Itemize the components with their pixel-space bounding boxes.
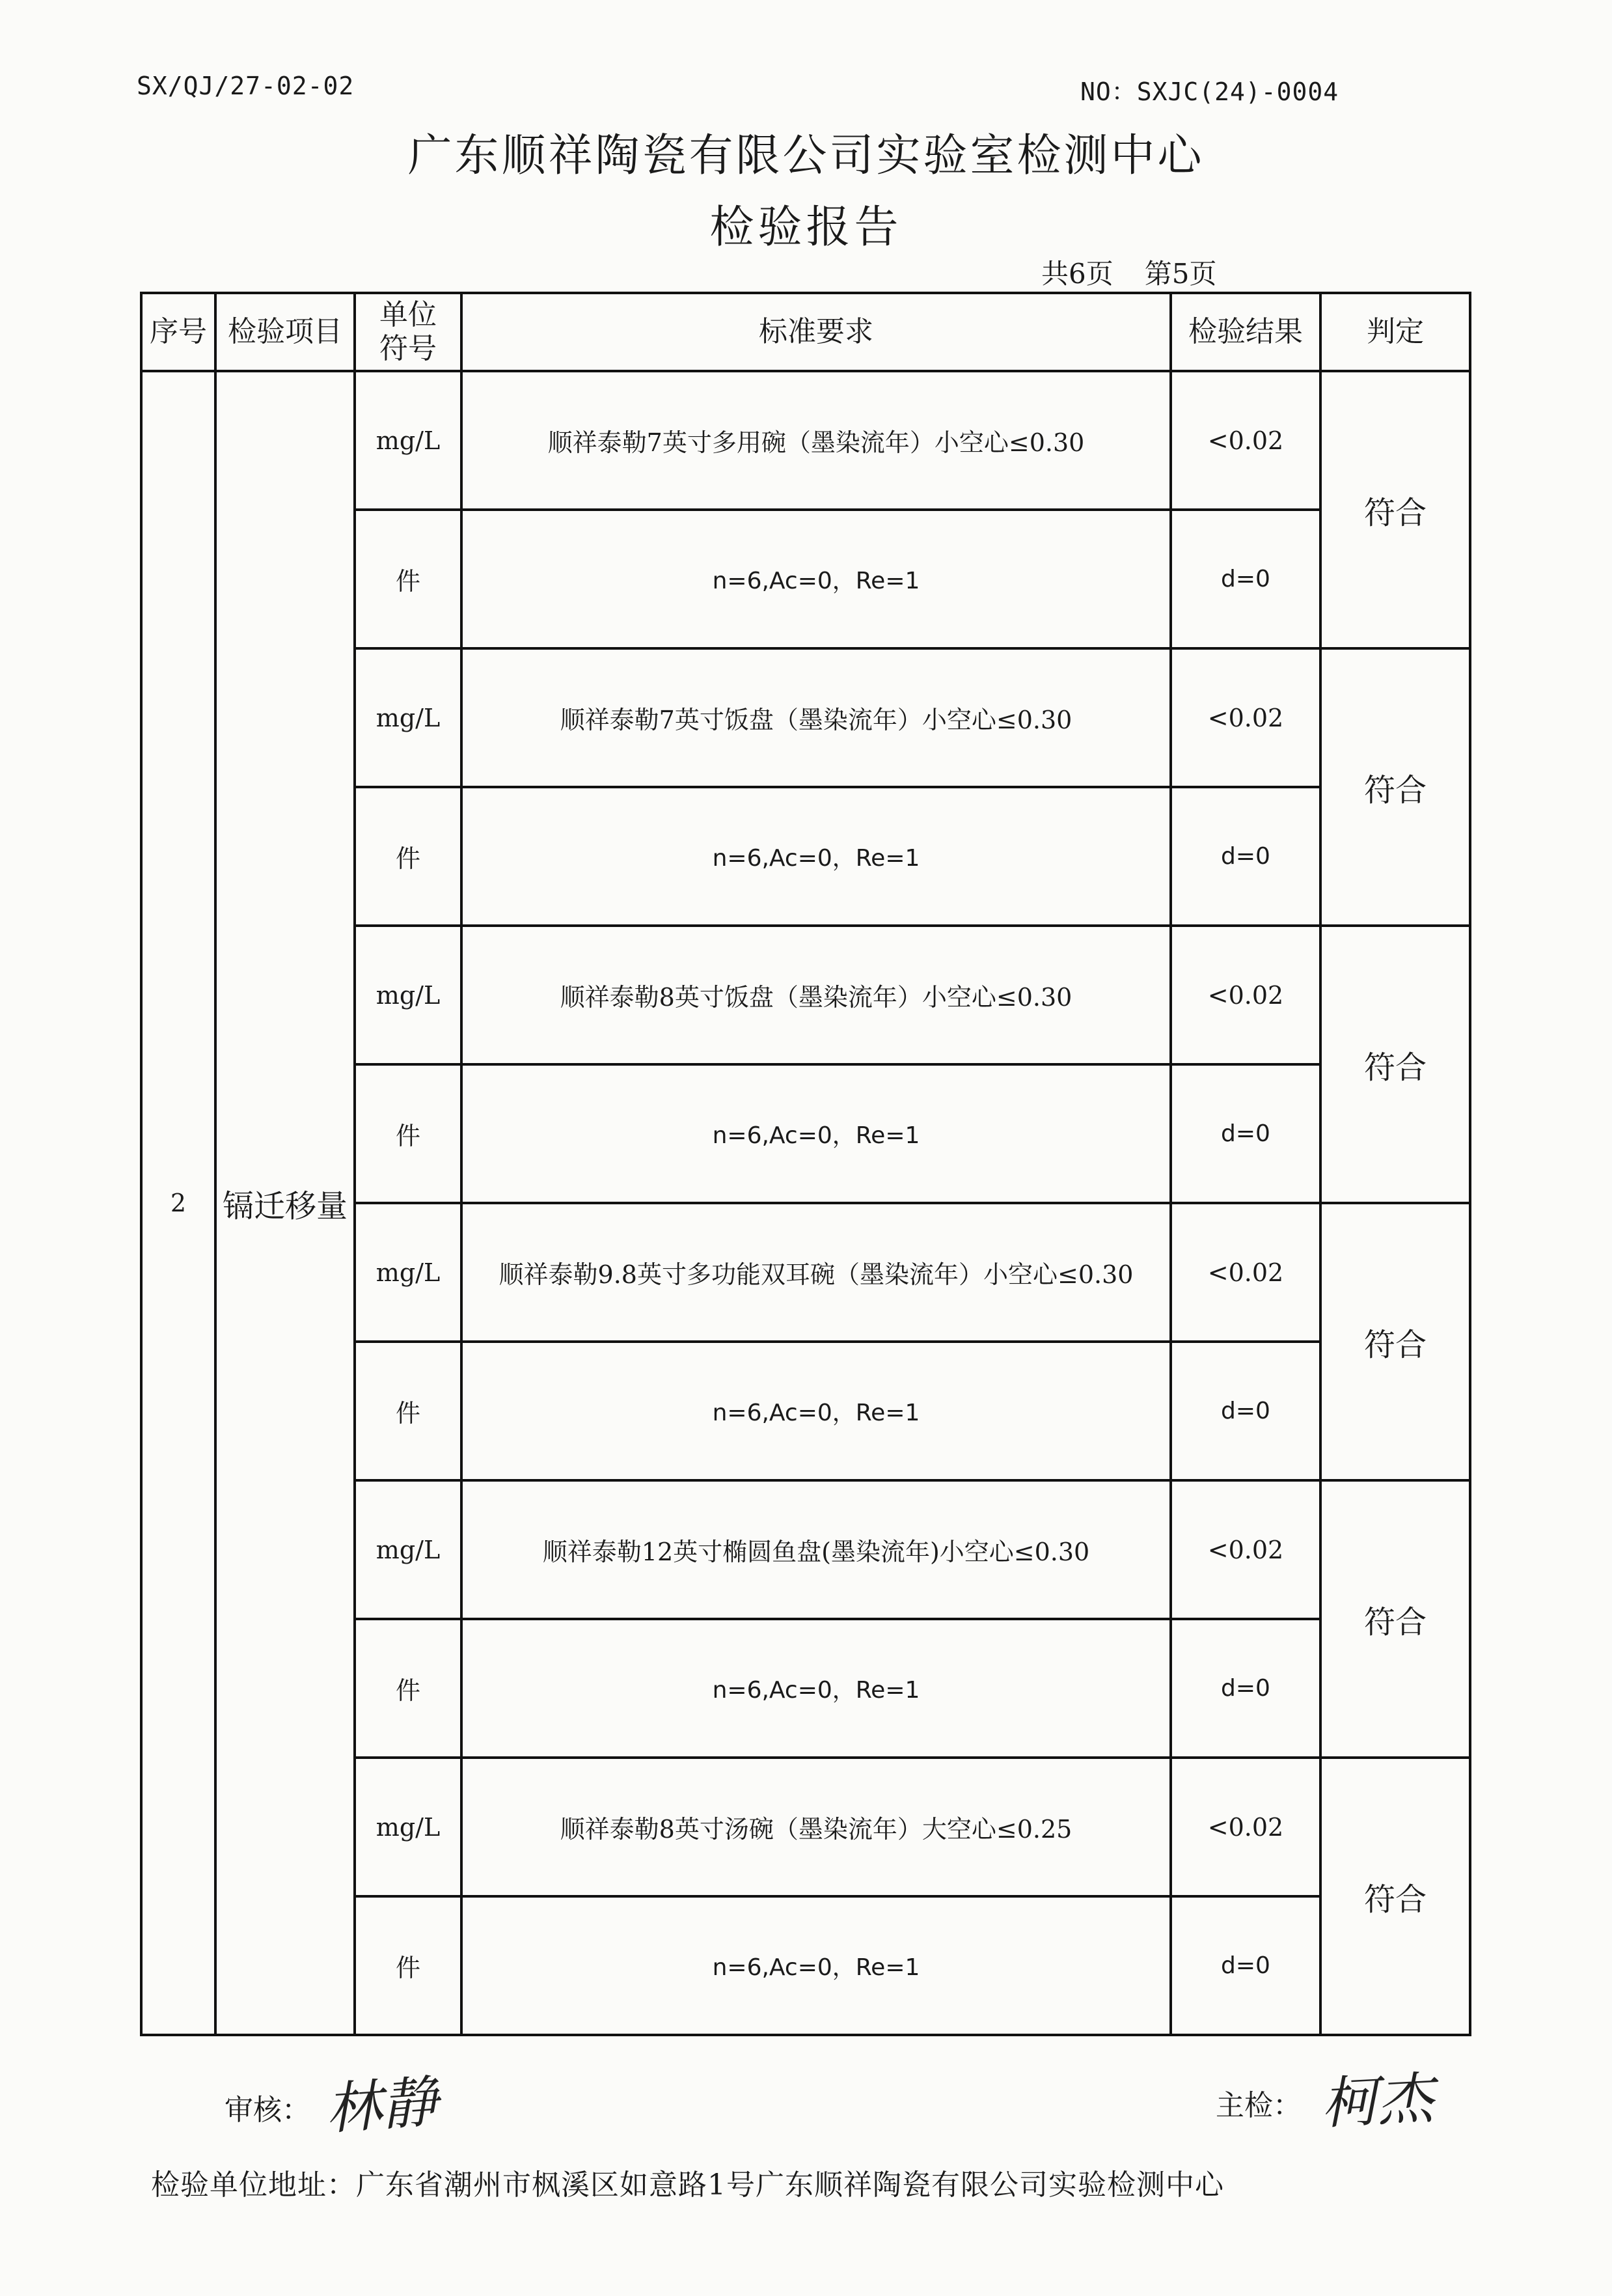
unit-cell: 件 [355,1342,461,1480]
standard-cell: 顺祥泰勒12英寸椭圆鱼盘(墨染流年)小空心≤0.30 [461,1480,1171,1619]
result-cell: <0.02 [1171,1758,1320,1896]
result-cell: d=0 [1171,1064,1320,1203]
unit-cell: mg/L [355,648,461,787]
unit-cell: 件 [355,787,461,926]
header-unit-line2: 符号 [379,332,437,365]
table-row [141,371,1470,510]
table-header-row [141,293,1470,371]
form-code: SX/QJ/27-02-02 [137,72,355,100]
standard-cell: 顺祥泰勒8英寸汤碗（墨染流年）大空心≤0.25 [461,1758,1171,1896]
standard-cell: n=6,Ac=0，Re=1 [461,1064,1171,1203]
unit-cell: mg/L [355,1480,461,1619]
report-number: NO：SXJC(24)-0004 [1080,77,1339,106]
standard-cell: 顺祥泰勒9.8英寸多功能双耳碗（墨染流年）小空心≤0.30 [461,1203,1171,1342]
standard-cell: n=6,Ac=0，Re=1 [461,1619,1171,1758]
standard-cell: 顺祥泰勒7英寸多用碗（墨染流年）小空心≤0.30 [461,371,1171,510]
auditor-label: 审核： [225,2094,310,2127]
page-title: 广东顺祥陶瓷有限公司实验室检测中心 [407,130,1205,182]
result-cell: d=0 [1171,510,1320,648]
unit-cell: 件 [355,510,461,648]
unit-cell: mg/L [355,371,461,510]
header-standard: 标准要求 [461,293,1171,371]
standard-cell: 顺祥泰勒8英寸饭盘（墨染流年）小空心≤0.30 [461,926,1171,1064]
verdict-cell: 符合 [1320,1203,1470,1480]
inspector-signature: 柯杰 [1319,2066,1435,2137]
result-cell: <0.02 [1171,926,1320,1064]
result-cell: d=0 [1171,1896,1320,2035]
current-page: 第5页 [1144,258,1217,290]
header-item: 检验项目 [215,293,355,371]
verdict-cell: 符合 [1320,1758,1470,2035]
unit-cell: 件 [355,1619,461,1758]
seq-cell: 2 [141,371,215,2035]
result-cell: <0.02 [1171,648,1320,787]
standard-cell: n=6,Ac=0，Re=1 [461,1342,1171,1480]
unit-cell: 件 [355,1896,461,2035]
result-cell: <0.02 [1171,1480,1320,1619]
lab-address: 检验单位地址：广东省潮州市枫溪区如意路1号广东顺祥陶瓷有限公司实验检测中心 [151,2168,1224,2202]
auditor-signature: 林静 [323,2069,440,2142]
item-cell: 镉迁移量 [215,371,355,2035]
header-unit [355,293,461,371]
result-cell: d=0 [1171,1619,1320,1758]
result-cell: <0.02 [1171,371,1320,510]
header-seq: 序号 [141,293,215,371]
standard-cell: n=6,Ac=0，Re=1 [461,787,1171,926]
header-unit-line1: 单位 [379,298,437,331]
header-verdict: 判定 [1320,293,1470,371]
verdict-cell: 符合 [1320,648,1470,926]
result-cell: d=0 [1171,1342,1320,1480]
unit-cell: mg/L [355,926,461,1064]
unit-cell: 件 [355,1064,461,1203]
standard-cell: 顺祥泰勒7英寸饭盘（墨染流年）小空心≤0.30 [461,648,1171,787]
total-pages: 共6页 [1041,258,1113,290]
standard-cell: n=6,Ac=0，Re=1 [461,510,1171,648]
unit-cell: mg/L [355,1203,461,1342]
inspector-label: 主检： [1216,2089,1302,2122]
verdict-cell: 符合 [1320,926,1470,1203]
verdict-cell: 符合 [1320,371,1470,648]
unit-cell: mg/L [355,1758,461,1896]
verdict-cell: 符合 [1320,1480,1470,1758]
page-subtitle: 检验报告 [709,202,903,253]
standard-cell: n=6,Ac=0，Re=1 [461,1896,1171,2035]
page-indicator [1041,253,1248,292]
header-result: 检验结果 [1171,293,1320,371]
result-cell: d=0 [1171,787,1320,926]
result-cell: <0.02 [1171,1203,1320,1342]
inspection-table [140,292,1471,2036]
